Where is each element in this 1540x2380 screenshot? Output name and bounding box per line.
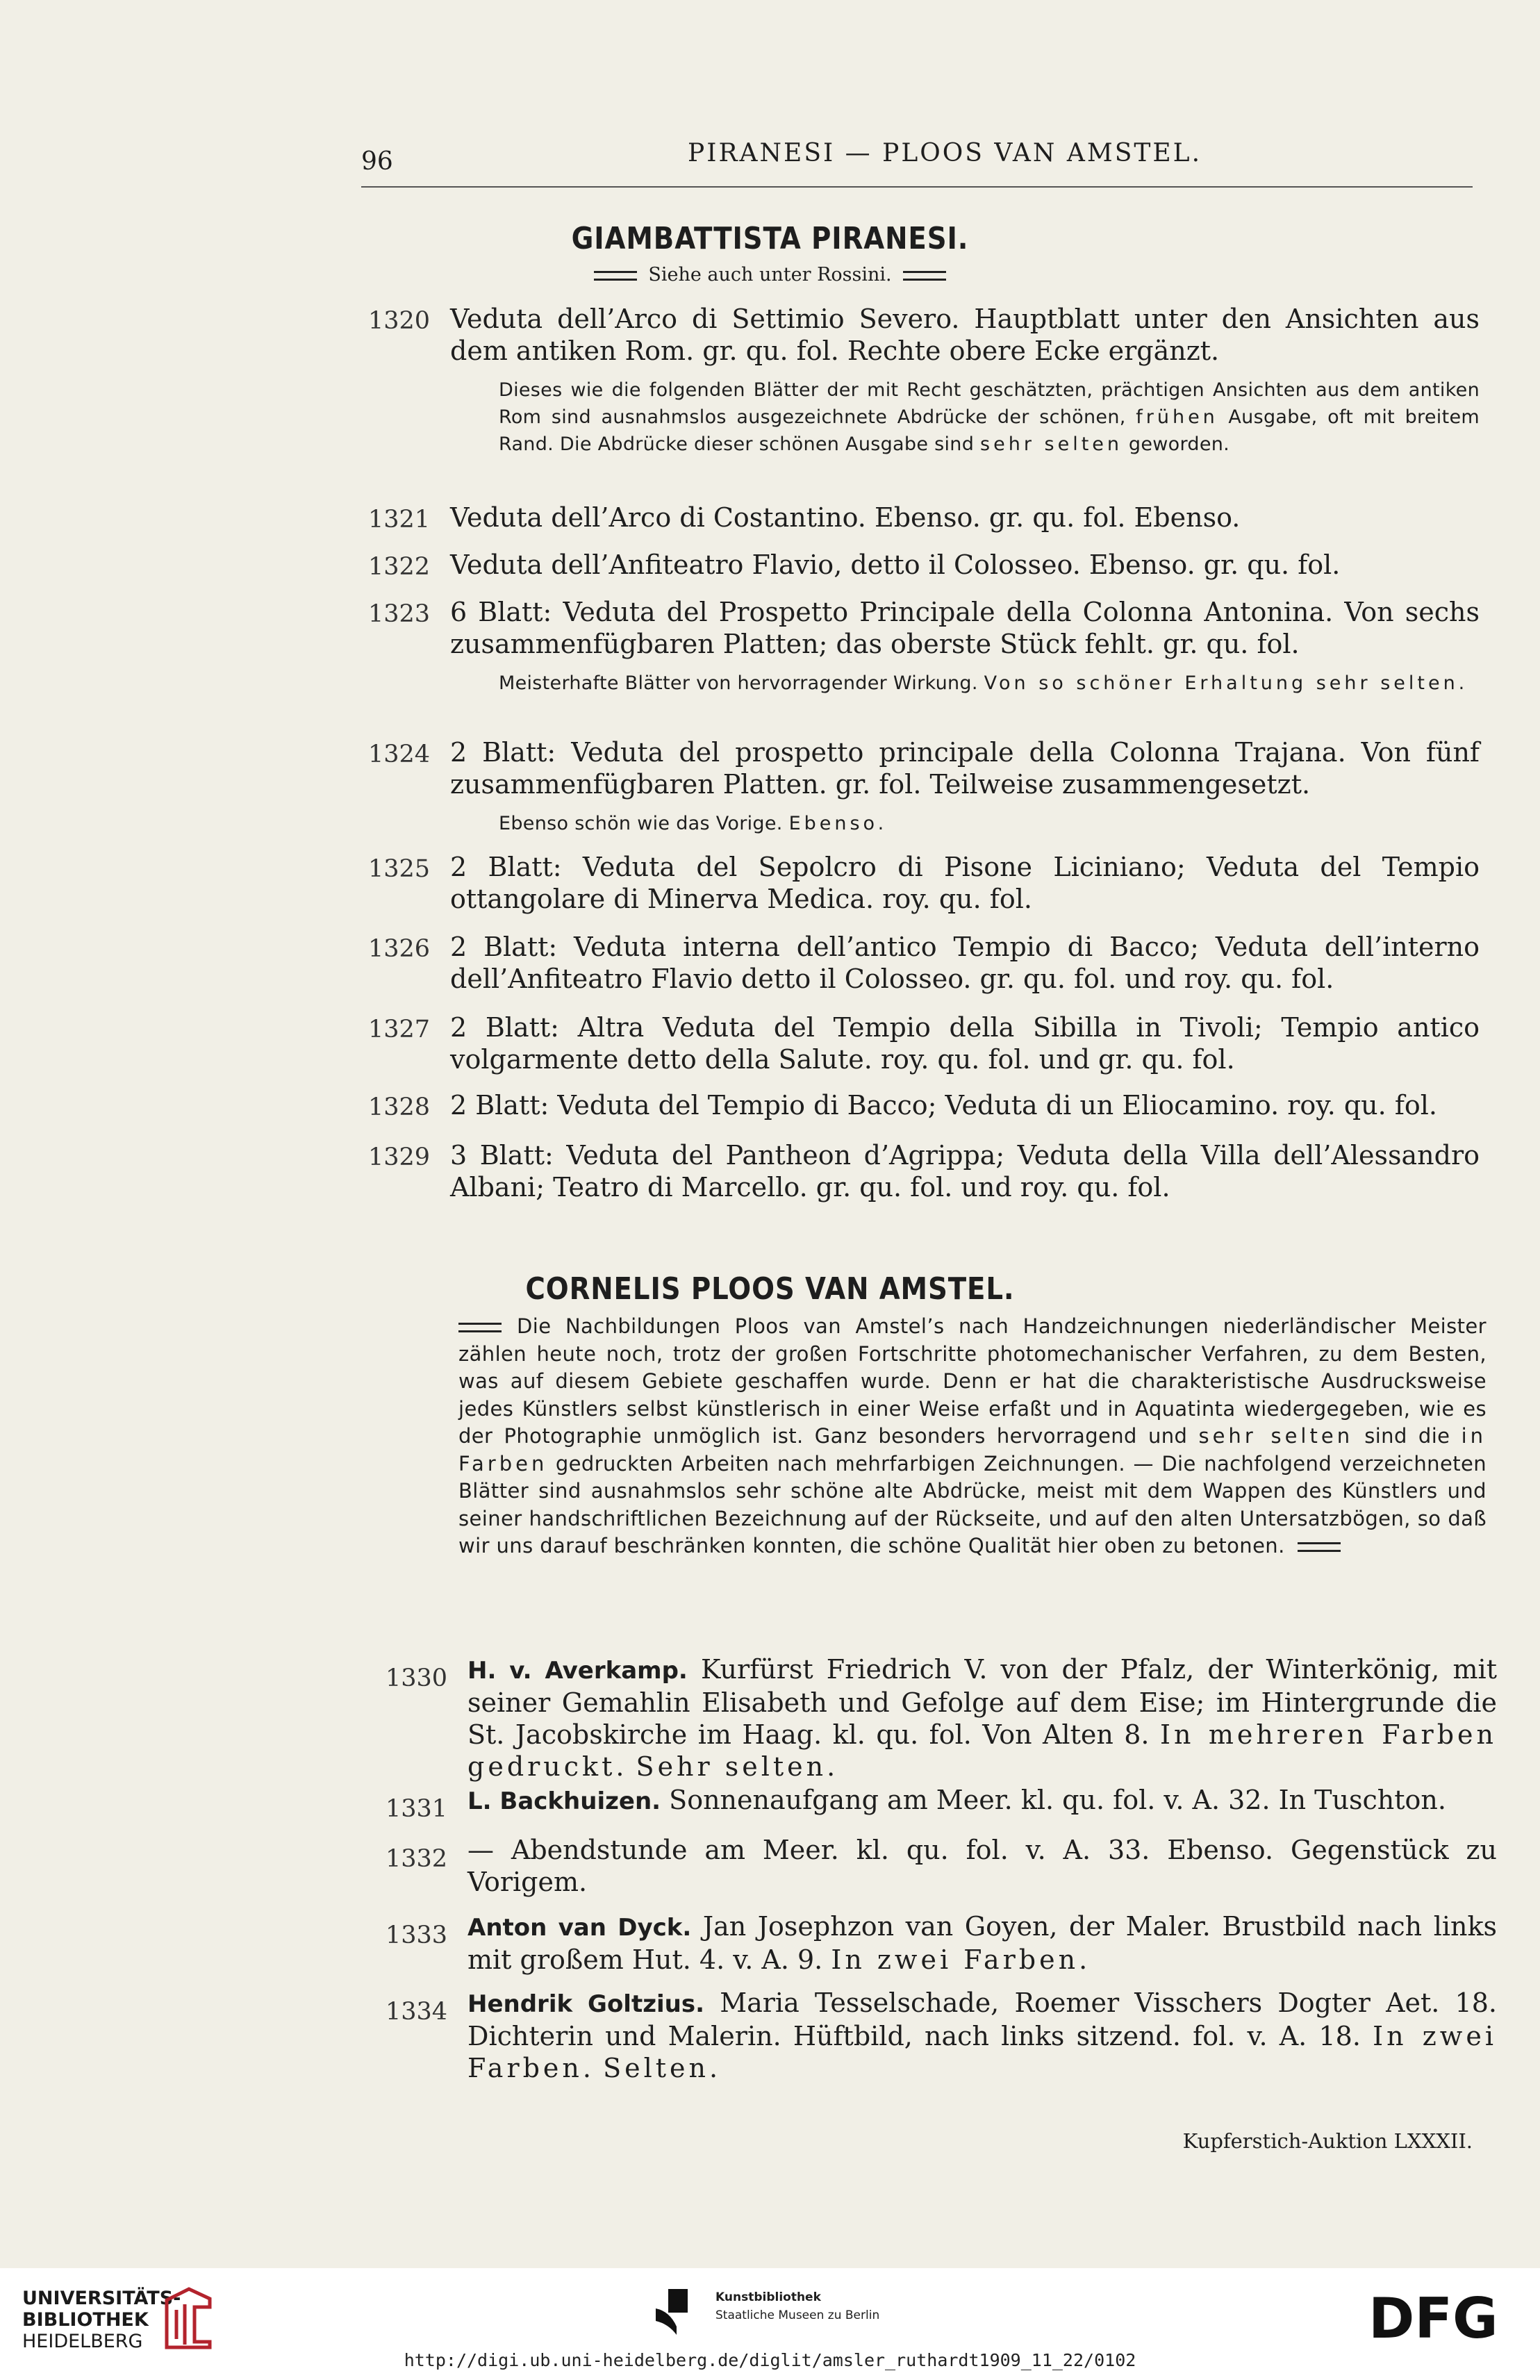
university-library-logo[interactable] <box>22 2288 181 2352</box>
catalog-entry-1329 <box>368 1139 1480 1203</box>
section-title-piranesi: GIAMBATTISTA PIRANESI. <box>571 221 969 256</box>
running-title: PIRANESI — PLOOS VAN AMSTEL. <box>688 139 1202 167</box>
catalog-entry-1334 <box>386 1987 1497 2084</box>
uni-line-2: BIBLIOTHEK <box>22 2309 149 2331</box>
entry-note: Ebenso schön wie das Vorige. Ebenso. <box>499 813 888 834</box>
entry-note: Meisterhafte Blätter von hervorragender Wirkung. Von so schöner Erhaltung sehr selten. <box>499 672 1468 694</box>
catalog-footer: Kupferstich-Auktion LXXXII. <box>1182 2129 1473 2153</box>
catalog-entry-1331 <box>386 1784 1497 1823</box>
header-rule <box>361 186 1473 188</box>
entry-note: Dieses wie die folgenden Blätter der mit Recht geschätzten, prächtigen Ansichten aus dem antiken Rom sind ausnahmslos ausgezeichnete Abdrücke der schönen, frühen Ausgabe, oft mit breitem Rand. Die Abdrücke dieser schönen Ausgabe sind sehr selten geworden. <box>499 379 1480 455</box>
entry-text: 3 Blatt: Veduta del Pantheon d’Agrippa; Veduta della Villa dell’Alessandro Albani; Teatro di Marcello. gr. qu. fol. und roy. qu. fol. <box>450 1140 1480 1203</box>
lot-number: 1320 <box>368 307 431 335</box>
entry-text: 6 Blatt: Veduta del Prospetto Principale della Colonna Antonina. Von sechs zusammenfügbaren Platten; das oberste Stück fehlt. gr. qu. fol. <box>450 597 1480 659</box>
uni-line-1: UNIVERSITÄTS- <box>22 2288 181 2309</box>
artist-name: H. v. Averkamp. <box>467 1657 688 1685</box>
entry-text: Hendrik Goltzius. Maria Tesselschade, Roemer Visschers Dogter Aet. 18. Dichterin und Malerin. Hüftbild, nach links sitzend. fol. v. A. 18. In zwei Farben. Selten. <box>467 1988 1497 2083</box>
dfg-text: DFG <box>1368 2293 1498 2343</box>
lot-number: 1323 <box>368 600 431 628</box>
kb-line-1: Kunstbibliothek <box>715 2290 821 2304</box>
catalog-entry-1328 <box>368 1089 1480 1121</box>
double-rule-icon <box>1298 1542 1341 1552</box>
kunstbibliothek-icon <box>653 2288 702 2336</box>
entry-text: H. v. Averkamp. Kurfürst Friedrich V. von der Pfalz, der Winterkönig, mit seiner Gemahlin Elisabeth und Gefolge auf dem Eise; im Hintergrunde die St. Jacobskirche im Haag. kl. qu. fol. Von Alten 8. In mehreren Farben gedruckt. Sehr selten. <box>467 1654 1497 1782</box>
see-also-text: Siehe auch unter Rossini. <box>648 264 892 286</box>
entry-text: 2 Blatt: Altra Veduta del Tempio della Sibilla in Tivoli; Tempio antico volgarmente detto della Salute. roy. qu. fol. und gr. qu. fol. <box>450 1012 1480 1075</box>
lot-number: 1333 <box>386 1922 448 1949</box>
lot-number: 1326 <box>368 935 431 963</box>
lot-number: 1331 <box>386 1795 448 1823</box>
kunstbibliothek-logo[interactable] <box>653 2288 880 2339</box>
catalog-entry-1332 <box>386 1834 1497 1898</box>
entry-text: 2 Blatt: Veduta interna dell’antico Tempio di Bacco; Veduta dell’interno dell’Anfiteatro Flavio detto il Colosseo. gr. qu. fol. und roy. qu. fol. <box>450 932 1480 994</box>
entry-text: 2 Blatt: Veduta del prospetto principale della Colonna Trajana. Von fünf zusammenfügbaren Platten. gr. fol. Teilweise zusammengesetzt. <box>450 737 1480 800</box>
lot-number: 1321 <box>368 506 431 534</box>
lot-number: 1329 <box>368 1143 431 1171</box>
university-seal-icon <box>161 2286 214 2350</box>
double-rule-icon <box>458 1323 502 1332</box>
viewer-footer <box>0 2268 1540 2380</box>
artist-name: L. Backhuizen. <box>467 1787 661 1815</box>
entry-text: 2 Blatt: Veduta del Sepolcro di Pisone Liciniano; Veduta del Tempio ottangolare di Minerva Medica. roy. qu. fol. <box>450 852 1480 914</box>
running-head <box>361 139 1473 181</box>
lot-number: 1330 <box>386 1664 448 1692</box>
entry-text: 2 Blatt: Veduta del Tempio di Bacco; Veduta di un Eliocamino. roy. qu. fol. <box>450 1090 1437 1121</box>
double-rule-icon <box>594 271 637 281</box>
catalog-entry-1323 <box>368 596 1480 697</box>
catalog-entry-1325 <box>368 851 1480 915</box>
kb-line-2: Staatliche Museen zu Berlin <box>715 2308 880 2322</box>
lot-number: 1328 <box>368 1093 431 1121</box>
lot-number: 1325 <box>368 855 431 883</box>
catalog-entry-1326 <box>368 931 1480 995</box>
catalog-entry-1333 <box>386 1910 1497 1976</box>
entry-text: Veduta dell’Arco di Settimio Severo. Hauptblatt unter den Ansichten aus dem antiken Rom. gr. qu. fol. Rechte obere Ecke ergänzt. <box>450 304 1480 366</box>
double-rule-icon <box>903 271 946 281</box>
entry-text: Veduta dell’Anfiteatro Flavio, detto il Colosseo. Ebenso. gr. qu. fol. <box>450 549 1341 580</box>
lot-number: 1327 <box>368 1016 431 1043</box>
lot-number: 1332 <box>386 1845 448 1873</box>
entry-text: Veduta dell’Arco di Costantino. Ebenso. gr. qu. fol. Ebenso. <box>450 502 1241 533</box>
section-intro: Die Nachbildungen Ploos van Amstel’s nach Handzeichnungen niederländischer Meister zählen heute noch, trotz der großen Fortschritte photomechanischer Verfahren, zu dem Besten, was auf diesem Gebiete geschaffen wurde. Denn er hat die charakteristische Ausdrucksweise jedes Künstlers selbst künstlerisch in einer Weise erfaßt und in Aquatinta wiedergegeben, wie es der Photographie unmöglich ist. Ganz besonders hervorragend und sehr selten sind die in Farben gedruckten Arbeiten nach mehrfarbigen Zeichnungen. — Die nachfolgend verzeichneten Blätter sind ausnahmslos sehr schöne alte Abdrücke, meist mit dem Wappen des Künstlers und seiner handschriftlichen Bezeichnung auf der Rückseite, und auf den alten Untersatzbögen, so daß wir uns darauf beschränken konnten, die schöne Qualität hier oben zu betonen. <box>458 1314 1487 1557</box>
artist-name: Anton van Dyck. <box>467 1914 692 1942</box>
catalog-entry-1327 <box>368 1011 1480 1075</box>
lot-number: 1324 <box>368 741 431 768</box>
uni-line-3: HEIDELBERG <box>22 2331 143 2352</box>
catalog-entry-1320 <box>368 303 1480 458</box>
lot-number: 1334 <box>386 1998 448 2026</box>
document-url[interactable]: http://digi.ub.uni-heidelberg.de/diglit/amsler_ruthardt1909_11_22/0102 <box>404 2350 1136 2370</box>
catalog-entry-1324 <box>368 736 1480 837</box>
catalog-entry-1321 <box>368 502 1480 534</box>
page-number: 96 <box>361 147 393 176</box>
catalog-entry-1322 <box>368 549 1480 581</box>
catalog-entry-1330 <box>386 1653 1497 1783</box>
see-also-note <box>0 264 1540 286</box>
entry-text: Anton van Dyck. Jan Josephzon van Goyen, der Maler. Brustbild nach links mit großem Hut. 4. v. A. 9. In zwei Farben. <box>467 1911 1497 1975</box>
dfg-logo[interactable] <box>1368 2293 1521 2343</box>
entry-text: L. Backhuizen. Sonnenaufgang am Meer. kl. qu. fol. v. A. 32. In Tuschton. <box>467 1785 1446 1815</box>
section-title-ploos-van-amstel: CORNELIS PLOOS VAN AMSTEL. <box>525 1271 1015 1307</box>
lot-number: 1322 <box>368 553 431 581</box>
entry-text: — Abendstunde am Meer. kl. qu. fol. v. A. 33. Ebenso. Gegenstück zu Vorigem. <box>467 1835 1497 1897</box>
artist-name: Hendrik Goltzius. <box>467 1990 705 2018</box>
